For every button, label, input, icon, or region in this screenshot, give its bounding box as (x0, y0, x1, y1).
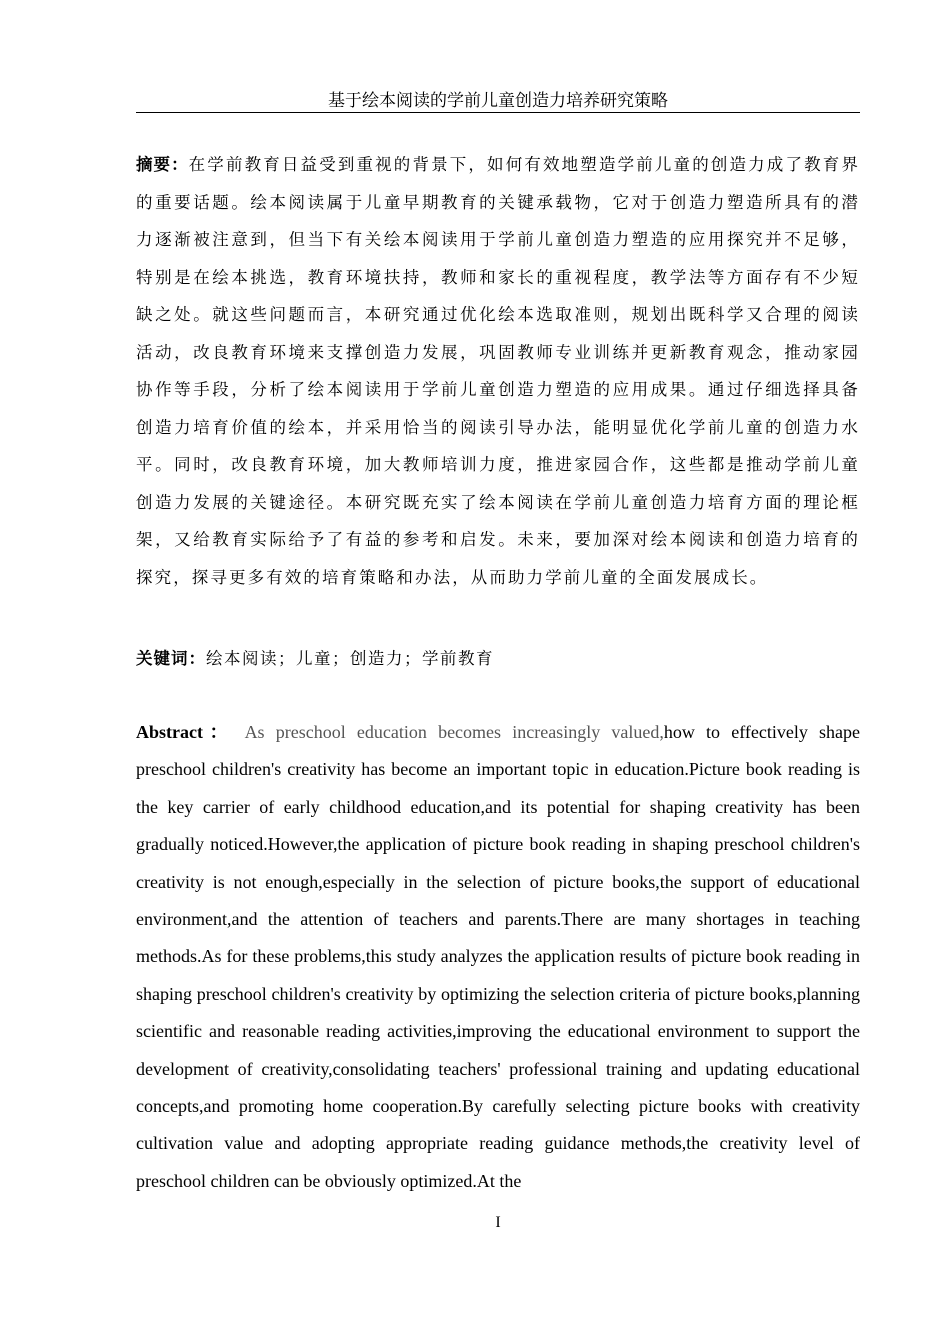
english-abstract-lead: As preschool education becomes increasingly valued, (244, 722, 664, 742)
chinese-abstract-text: 在学前教育日益受到重视的背景下，如何有效地塑造学前儿童的创造力成了教育界的重要话题。绘本阅读属于儿童早期教育的关键承载物，它对于创造力塑造所具有的潜力逐渐被注意到，但当下有关绘本阅读用于学前儿童创造力塑造的应用探究并不足够，特别是在绘本挑选，教育环境扶持，教师和家长的重视程度，教学法等方面存有不少短缺之处。就这些问题而言，本研究通过优化绘本选取准则，规划出既科学又合理的阅读活动，改良教育环境来支撑创造力发展，巩固教师专业训练并更新教育观念，推动家园协作等手段，分析了绘本阅读用于学前儿童创造力塑造的应用成果。通过仔细选择具备创造力培育价值的绘本，并采用恰当的阅读引导办法，能明显优化学前儿童的创造力水平。同时，改良教育环境，加大教师培训力度，推进家园合作，这些都是推动学前儿童创造力发展的关键途径。本研究既充实了绘本阅读在学前儿童创造力培育方面的理论框架，又给教育实际给予了有益的参考和启发。未来，要加深对绘本阅读和创造力培育的探究，探寻更多有效的培育策略和办法，从而助力学前儿童的全面发展成长。 (136, 155, 860, 587)
chinese-keywords-text: 绘本阅读；儿童；创造力；学前教育 (206, 649, 494, 668)
running-header (136, 90, 860, 113)
english-abstract-text: how to effectively shape preschool children's creativity has become an important topic in education.Picture book reading is the key carrier of early childhood education,and its potential for shaping creativity has been gradually noticed.However,the application of picture book reading in shaping preschool children's creativity is not enough,especially in the selection of picture books,the support of educational environment,and the attention of teachers and parents.There are many shortages in teaching methods.As for these problems,this study analyzes the application results of picture book reading in shaping preschool children's creativity by optimizing the selection criteria of picture books,planning scientific and reasonable reading activities,improving the educational environment to support the development of creativity,consolidating teachers' professional training and updating educational concepts,and promoting home cooperation.By carefully selecting picture books with creativity cultivation value and adopting appropriate reading guidance methods,the creativity level of preschool children can be obviously optimized.At the (136, 722, 861, 1191)
page-number: I (495, 1214, 501, 1231)
chinese-keywords-label: 关键词： (136, 649, 206, 668)
chinese-keywords (136, 642, 860, 676)
english-abstract-label: Abstract： (136, 722, 235, 742)
running-header-title: 基于绘本阅读的学前儿童创造力培养研究策略 (328, 91, 668, 110)
chinese-abstract-label: 摘要： (136, 155, 189, 174)
english-abstract (136, 714, 860, 1200)
chinese-abstract (136, 146, 860, 596)
